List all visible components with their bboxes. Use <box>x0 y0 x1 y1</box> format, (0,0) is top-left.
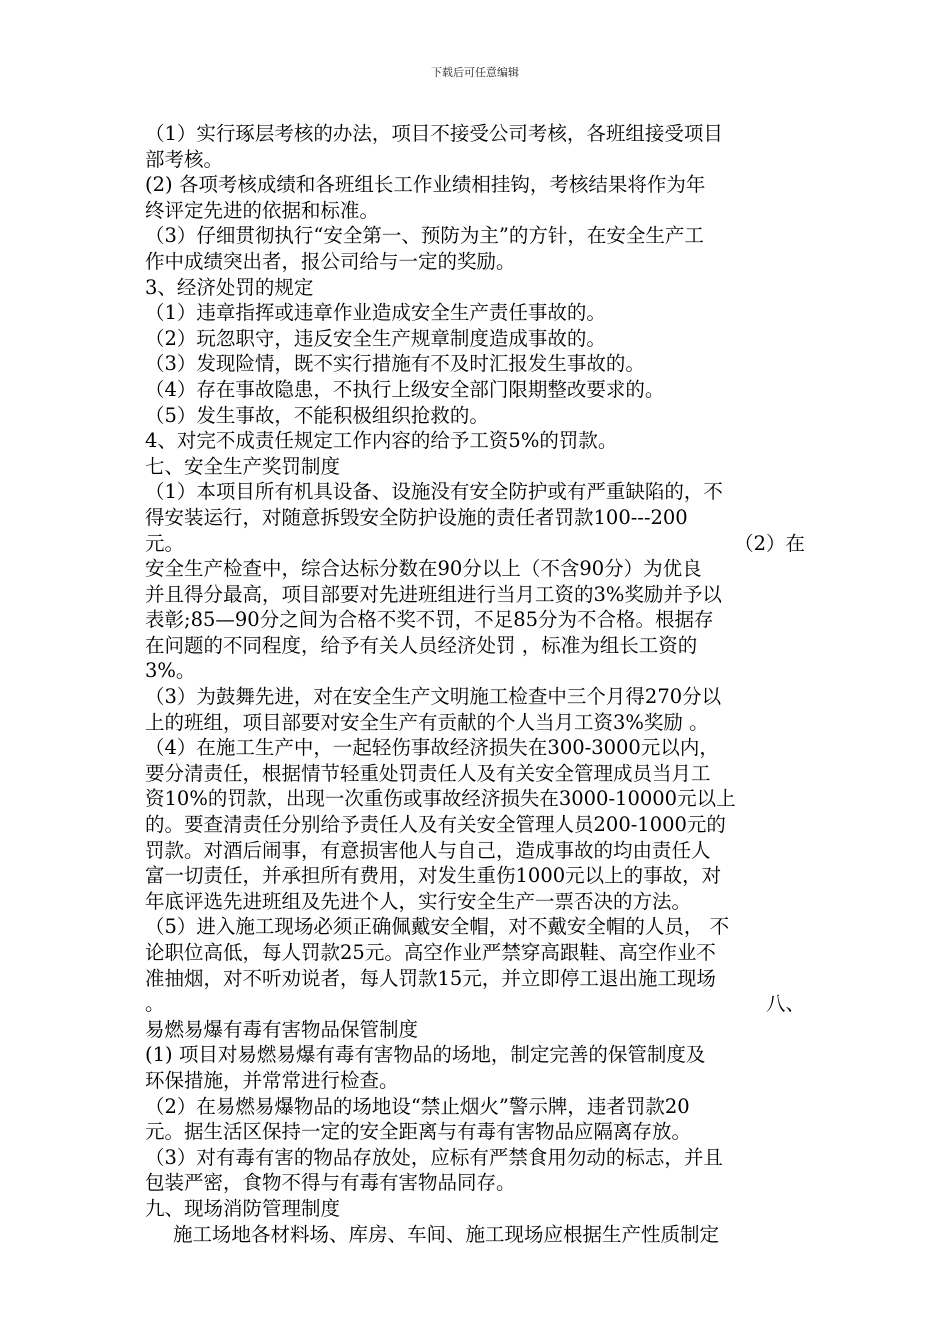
text-line: （1）实行琢层考核的办法，项目不接受公司考核，各班组接受项目 <box>145 122 723 145</box>
text-line: （3）发现险情，既不实行措施有不及时汇报发生事故的。 <box>145 352 645 376</box>
text-line: （3）为鼓舞先进，对在安全生产文明施工检查中三个月得270分以 <box>145 685 722 709</box>
text-line-left: 。 <box>145 992 165 1016</box>
text-line: (2) 各项考核成绩和各班组长工作业绩相挂钩，考核结果将作为年 <box>145 173 706 197</box>
text-line: 施工场地各材料场、库房、车间、施工现场应根据生产性质制定 <box>173 1222 720 1246</box>
text-line: 罚款。对酒后闹事，有意损害他人与自己，造成事故的均由责任人 <box>145 838 711 862</box>
text-line: 元。据生活区保持一定的安全距离与有毒有害物品应隔离存放。 <box>145 1120 692 1144</box>
text-line: （4）在施工生产中，一起轻伤事故经济损失在300-3000元以内， <box>145 736 719 760</box>
text-line: （4）存在事故隐患，不执行上级安全部门限期整改要求的。 <box>145 377 665 401</box>
text-line: （3）对有毒有害的物品存放处，应标有严禁食用勿动的标志，并且 <box>145 1145 723 1169</box>
text-line: 表彰;85—90分之间为合格不奖不罚，不足85分为不合格。根据存 <box>145 608 714 632</box>
text-line: （2）玩忽职守，违反安全生产规章制度造成事故的。 <box>145 326 606 350</box>
text-line-right: （2）在 <box>734 531 805 555</box>
text-line: 4、对完不成责任规定工作内容的给予工资5%的罚款。 <box>145 429 618 453</box>
text-line-split <box>145 531 805 557</box>
text-line: 3%。 <box>145 659 196 683</box>
section-heading: 易燃易爆有毒有害物品保管制度 <box>145 1017 419 1041</box>
text-line: 作中成绩突出者，报公司给与一定的奖励。 <box>145 249 516 273</box>
text-line: （5）进入施工现场必须正确佩戴安全帽，对不戴安全帽的人员， 不 <box>145 915 730 939</box>
text-line-split <box>145 991 805 1017</box>
text-line: 终评定先进的依据和标准。 <box>145 198 380 222</box>
text-line: （5）发生事故，不能积极组织抢救的。 <box>145 403 489 427</box>
text-line: 并且得分最高，项目部要对先进班组进行当月工资的3%奖励并予以 <box>145 582 722 606</box>
section-heading: 九、现场消防管理制度 <box>145 1196 341 1220</box>
text-line: 部考核。 <box>145 147 224 171</box>
text-line: （1）违章指挥或违章作业造成安全生产责任事故的。 <box>145 301 606 325</box>
page-header: 下载后可任意编辑 <box>431 66 519 79</box>
section-heading: 七、安全生产奖罚制度 <box>145 454 341 478</box>
text-line: 资10%的罚款，出现一次重伤或事故经济损失在3000-10000元以上 <box>145 787 736 811</box>
text-line: 3、经济处罚的规定 <box>145 275 314 299</box>
text-line: 要分清责任，根据情节轻重处罚责任人及有关安全管理成员当月工 <box>145 761 711 785</box>
text-line: 论职位高低，每人罚款25元。高空作业严禁穿高跟鞋、高空作业不 <box>145 941 716 964</box>
text-line: 准抽烟，对不听劝说者，每人罚款15元，并立即停工退出施工现场 <box>145 966 716 990</box>
text-line: 上的班组，项目部要对安全生产有贡献的个人当月工资3%奖励 。 <box>145 710 709 734</box>
text-line: 在问题的不同程度，给予有关人员经济处罚 ，标准为组长工资的 <box>145 633 698 657</box>
text-line: （1）本项目所有机具设备、设施没有安全防护或有严重缺陷的，不 <box>145 480 723 504</box>
document-body <box>145 121 805 1247</box>
text-line: (1) 项目对易燃易爆有毒有害物品的场地，制定完善的保管制度及 <box>145 1043 706 1067</box>
text-line-left: 元。 <box>145 531 185 555</box>
text-line: （3）仔细贯彻执行“安全第一、预防为主”的方针，在安全生产工 <box>145 224 704 248</box>
text-line: 年底评选先进班组及先进个人，实行安全生产一票否决的方法。 <box>145 889 692 913</box>
text-line: （2）在易燃易爆物品的场地设“禁止烟火”警示牌，违者罚款20 <box>145 1094 690 1118</box>
text-line: 富一切责任，并承担所有费用，对发生重伤1000元以上的事故，对 <box>145 864 722 888</box>
text-line: 安全生产检查中，综合达标分数在90分以上（不含90分）为优良 <box>145 557 702 581</box>
text-line: 环保措施，并常常进行检查。 <box>145 1068 399 1092</box>
text-line: 包装严密，食物不得与有毒有害物品同存。 <box>145 1171 516 1195</box>
text-line-right: 八、 <box>765 992 805 1016</box>
text-line: 的。要查清责任分别给予责任人及有关安全管理人员200-1000元的 <box>145 813 726 837</box>
text-line: 得安装运行，对随意拆毁安全防护设施的责任者罚款100---200 <box>145 505 688 529</box>
